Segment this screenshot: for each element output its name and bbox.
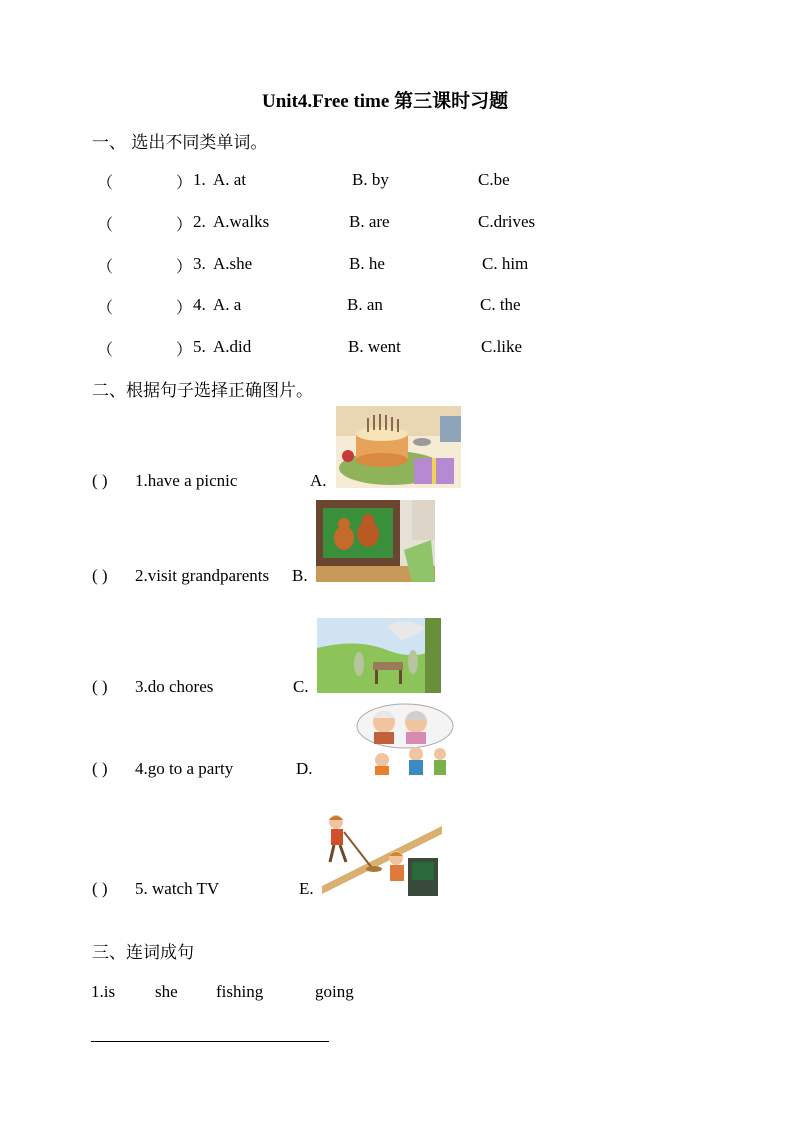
- item-text: 2.visit grandparents: [135, 566, 270, 585]
- answer-paren: （: [97, 298, 114, 317]
- option-c: C. him: [482, 254, 529, 273]
- answer-paren: （: [97, 173, 114, 192]
- answer-paren: （: [97, 215, 114, 234]
- item-letter: E.: [299, 879, 314, 898]
- item-letter: D.: [296, 759, 313, 778]
- item-paren: ( ): [92, 471, 108, 490]
- option-b: B. are: [349, 212, 390, 231]
- item-paren: ( ): [92, 759, 108, 778]
- item-paren: ( ): [92, 879, 108, 898]
- item-letter: C.: [293, 677, 309, 696]
- question-number: 2.: [193, 212, 206, 231]
- section1-heading: 一、 选出不同类单词。: [92, 133, 268, 153]
- option-b: B. by: [352, 170, 389, 189]
- item-paren: ( ): [92, 566, 108, 585]
- option-a: A.walks: [213, 212, 270, 231]
- option-c: C.be: [478, 170, 510, 189]
- picture-grandparents: [350, 702, 455, 775]
- option-c: C.like: [481, 337, 523, 356]
- picture-chores: [322, 812, 442, 896]
- option-b: B. went: [348, 337, 401, 356]
- option-c: C.drives: [478, 212, 536, 231]
- answer-paren: （: [97, 340, 114, 359]
- item-text: 3.do chores: [135, 677, 214, 696]
- item-letter: A.: [310, 471, 327, 490]
- picture-picnic: [317, 618, 441, 693]
- item-letter: B.: [292, 566, 308, 585]
- picture-birthday-cake: [336, 406, 461, 488]
- page-title: Unit4.Free time 第三课时习题: [262, 91, 509, 112]
- q1-num: 1.is: [91, 982, 116, 1001]
- option-a: A. at: [213, 170, 247, 189]
- question-number: 1.: [193, 170, 206, 189]
- answer-paren: （: [97, 257, 114, 276]
- question-number: 5.: [193, 337, 206, 356]
- option-b: B. he: [349, 254, 385, 273]
- option-a: A. a: [213, 295, 242, 314]
- option-a: A.did: [213, 337, 252, 356]
- answer-line: [91, 1041, 329, 1042]
- picture-tv-cartoon: [316, 500, 435, 582]
- answer-paren: ）: [176, 215, 193, 234]
- section3-heading: 三、连词成句: [92, 943, 194, 963]
- answer-paren: ）: [176, 173, 193, 192]
- option-b: B. an: [347, 295, 383, 314]
- question-number: 3.: [193, 254, 206, 273]
- question-number: 4.: [193, 295, 206, 314]
- item-text: 1.have a picnic: [135, 471, 238, 490]
- q1-word: she: [155, 982, 178, 1001]
- answer-paren: ）: [176, 257, 193, 276]
- q1-word: fishing: [216, 982, 264, 1001]
- item-paren: ( ): [92, 677, 108, 696]
- item-text: 5. watch TV: [135, 879, 220, 898]
- answer-paren: ）: [176, 340, 193, 359]
- section2-heading: 二、根据句子选择正确图片。: [92, 381, 313, 401]
- q1-word: going: [315, 982, 354, 1001]
- answer-paren: ）: [176, 298, 193, 317]
- option-a: A.she: [213, 254, 253, 273]
- option-c: C. the: [480, 295, 521, 314]
- item-text: 4.go to a party: [135, 759, 234, 778]
